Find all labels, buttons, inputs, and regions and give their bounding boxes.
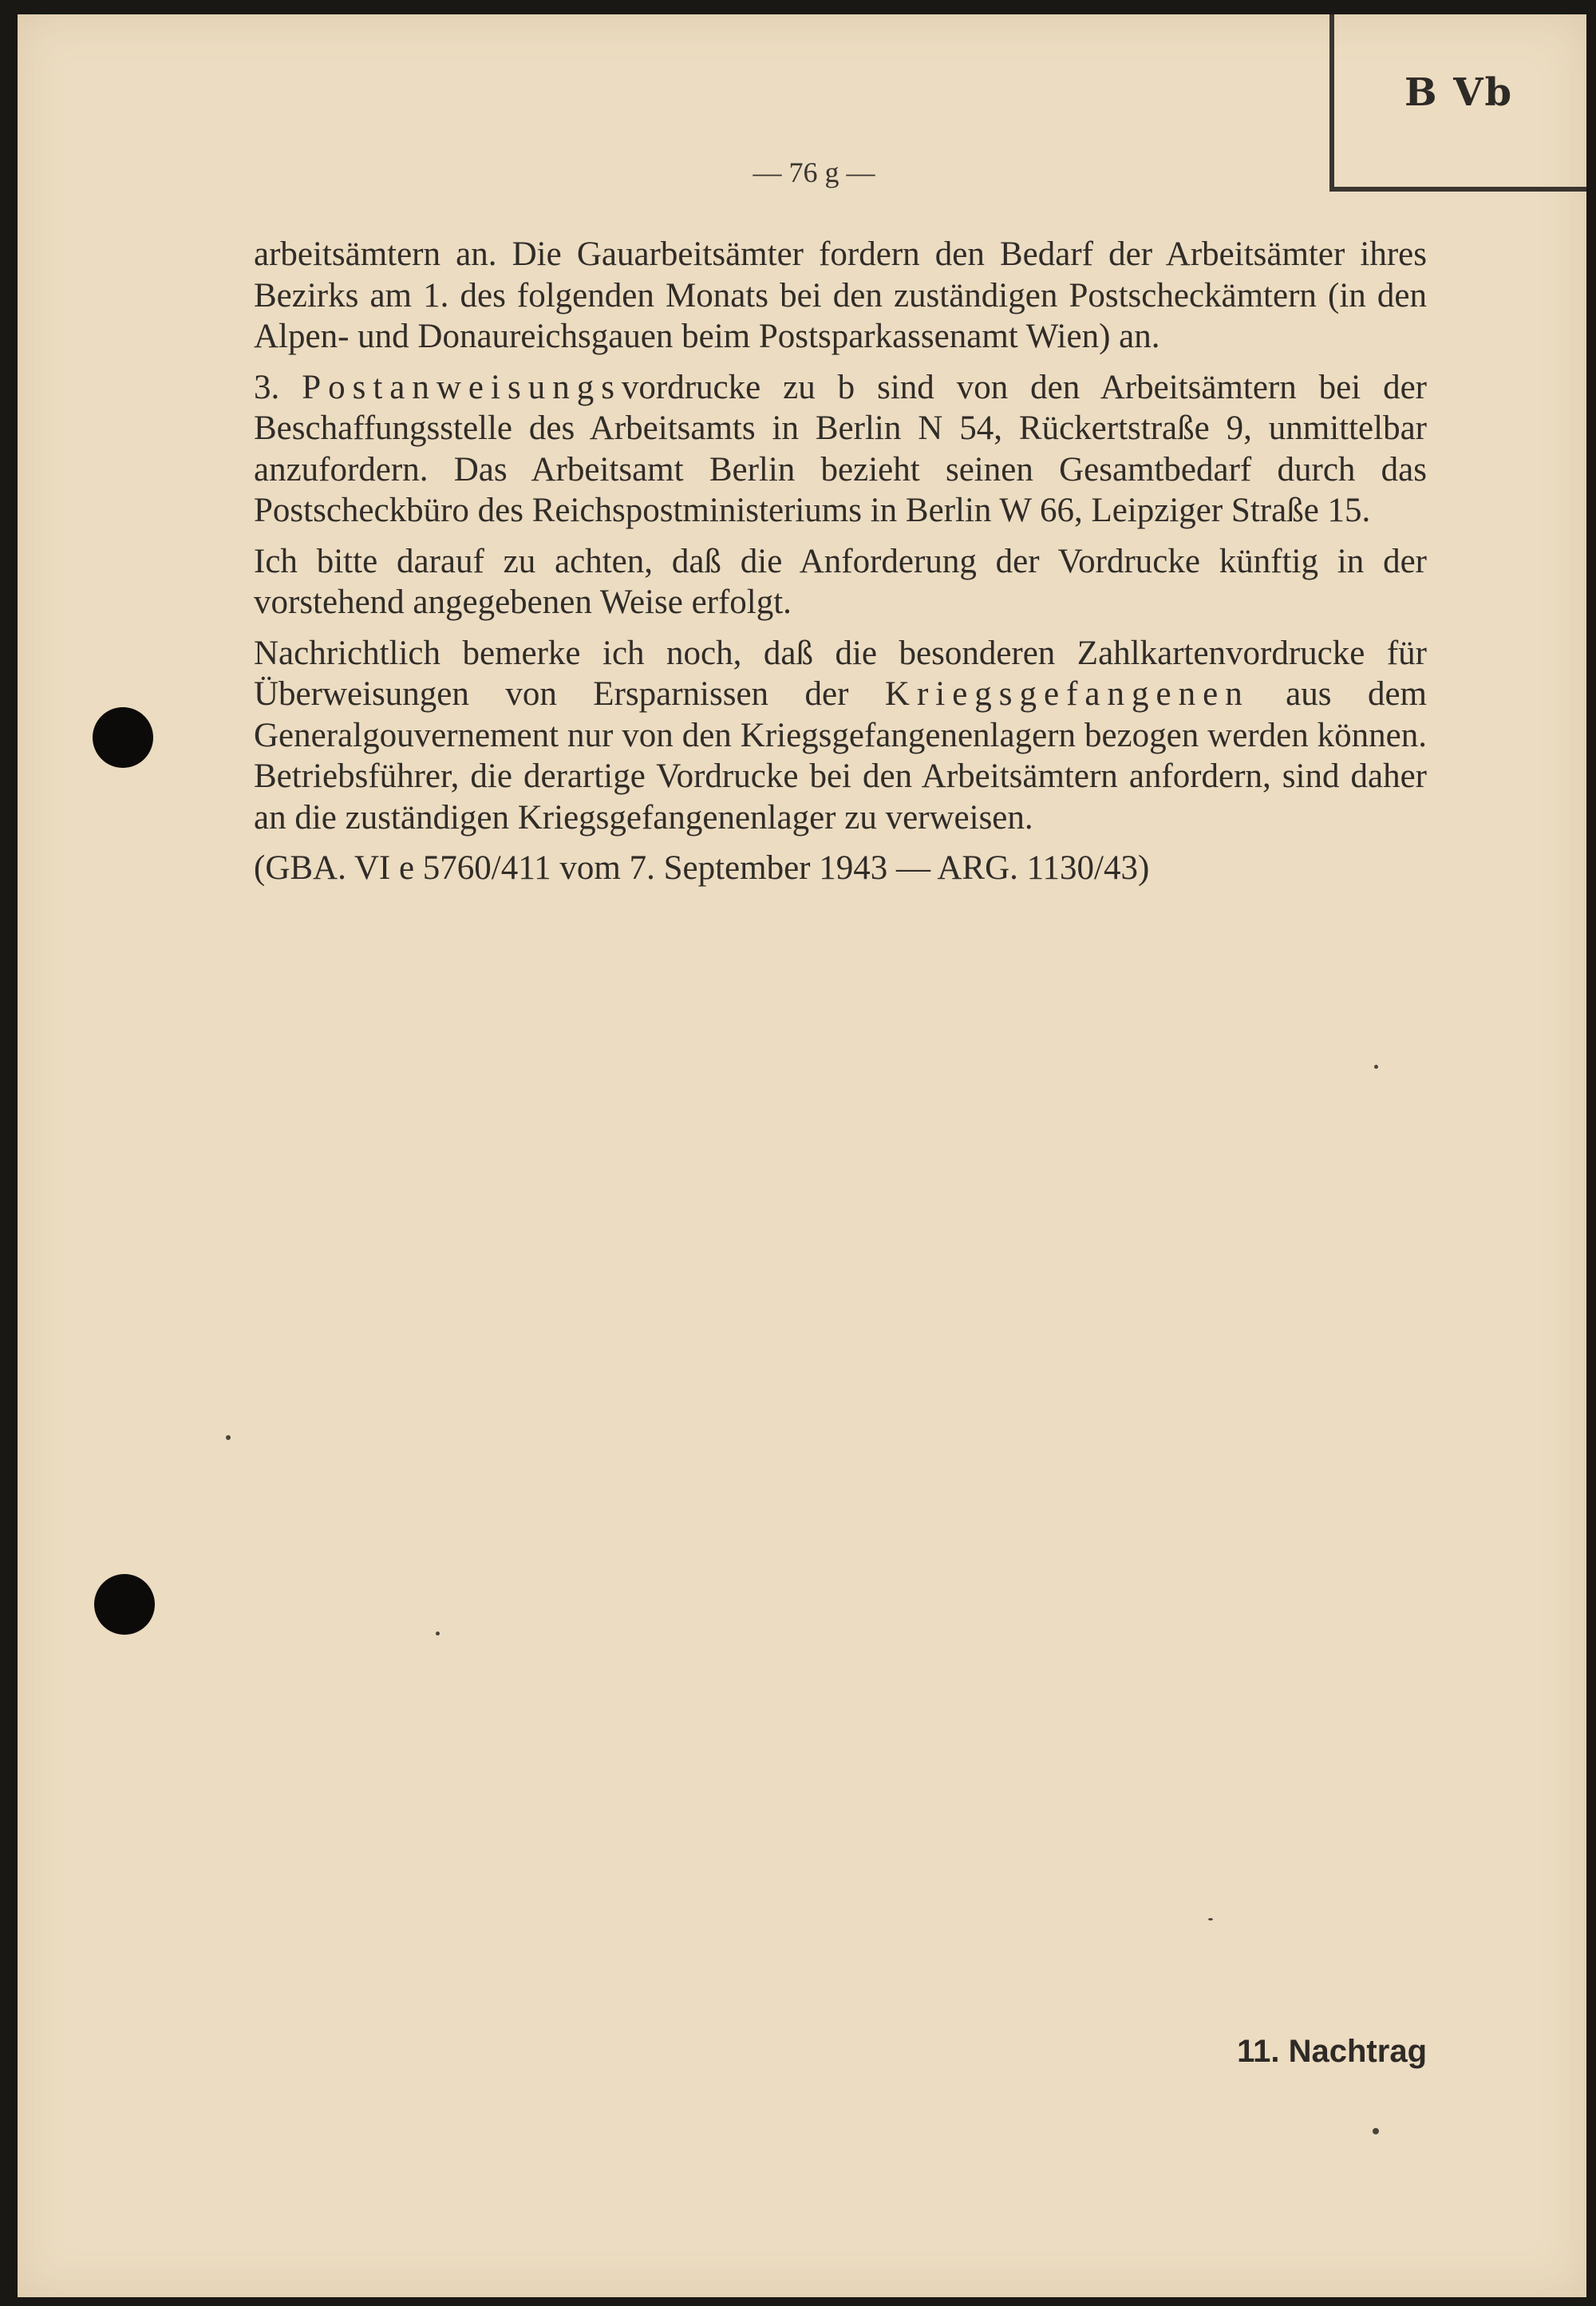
paragraph-note xyxy=(254,633,1427,839)
punch-hole xyxy=(93,707,153,768)
paper-speck xyxy=(1374,1065,1378,1069)
paragraph-text: aus dem Generalgouvernement nur von den Kriegsgefangenenlagern bezogen werden können. Betriebsführer, die derartige Vordrucke bei den Arbeitsämtern anfordern, sind daher an die zuständigen Kriegsgefangenenlager zu verweisen. xyxy=(254,675,1427,837)
paragraph-text: vordrucke zu b sind von den Arbeitsämtern bei der Beschaffungsstelle des Arbeitsamts in Berlin N 54, Rückertstraße 9, unmittelbar anzufordern. Das Arbeitsamt Berlin bezieht seinen Gesamtbedarf durch das Postscheckbüro des Reichspostministeriums in Berlin W 66, Leipziger Straße 15. xyxy=(254,368,1428,529)
paragraph-number: 3. xyxy=(254,368,302,406)
document-body xyxy=(254,234,1427,899)
emphasized-term: Postanweisungs xyxy=(302,368,622,406)
paper-speck xyxy=(436,1632,440,1636)
supplement-label: 11. Nachtrag xyxy=(1237,2034,1427,2069)
paper-speck xyxy=(1208,1918,1213,1920)
punch-hole xyxy=(94,1574,155,1635)
paragraph-text: Nachrichtlich bemerke ich noch, daß die besonderen Zahlkartenvordrucke für Überweisungen von Ersparnissen der xyxy=(254,634,1427,713)
emphasized-term: Kriegsgefangenen xyxy=(884,675,1250,713)
section-tab-label: B Vb xyxy=(1404,70,1514,115)
paper-speck xyxy=(226,1435,231,1440)
reference-line: (GBA. VI e 5760/411 vom 7. September 1943 — ARG. 1130/43) xyxy=(254,849,1150,887)
paper-speck xyxy=(1373,2128,1379,2134)
paragraph-request: Ich bitte darauf zu achten, daß die Anforderung der Vordrucke künftig in der vorstehend angegebenen Weise erfolgt. xyxy=(254,542,1427,621)
paragraph-continuation: arbeitsämtern an. Die Gauarbeitsämter fordern den Bedarf der Arbeitsämter ihres Bezirks am 1. des folgenden Monats bei den zuständigen Postscheckämtern (in den Alpen- und Donaureichsgauen beim Postsparkassenamt Wien) an. xyxy=(254,235,1427,355)
page-number: — 76 g — xyxy=(753,156,875,188)
paragraph-postal-orders xyxy=(254,367,1427,532)
